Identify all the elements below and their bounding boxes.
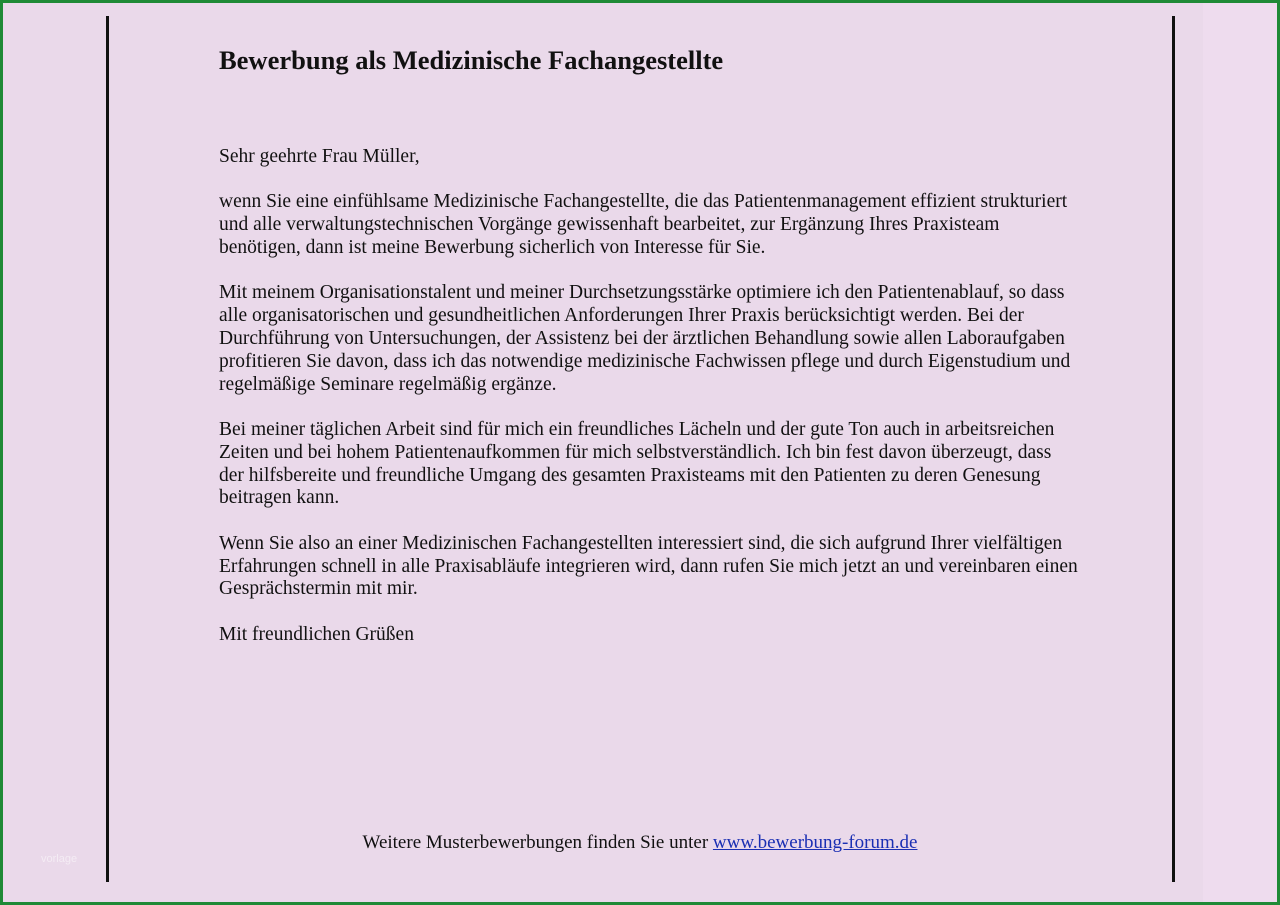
footer-text: Weitere Musterbewerbungen finden Sie unter [362, 832, 713, 853]
footer-link[interactable]: www.bewerbung-forum.de [712, 832, 918, 853]
watermark-logo: vorlage [41, 853, 78, 865]
letter-salutation: Sehr geehrte Frau Müller, [219, 146, 420, 167]
right-margin-strip [1203, 3, 1277, 902]
left-margin-rule [106, 16, 109, 882]
letter-body [219, 43, 1079, 647]
letter-closing: Mit freundlichen Grüßen [219, 623, 414, 645]
letter-title: Bewerbung als Medizinische Fachangestellte [219, 45, 724, 75]
letter-paragraph-2: Mit meinem Organisationstalent und meiner Durchsetzungsstärke optimiere ich den Patientenablauf, so dass alle organisatorischen und gesundheitlichen Anforderungen Ihrer Praxis berücksichtigt werden. Bei der Durchführung von Untersuchungen, der Assistenz bei der ärztlichen Behandlung sowie allen Laboraufgaben profitieren Sie davon, dass ich das notwendige medizinische Fachwissen pflege und durch Eigenstudium und regelmäßige Seminare regelmäßig ergänze. [219, 282, 1071, 395]
letter-paragraph-1: wenn Sie eine einfühlsame Medizinische Fachangestellte, die das Patientenmanagement effizient strukturiert und alle verwaltungstechnischen Vorgänge gewissenhaft bearbeitet, zur Ergänzung Ihres Praxisteam benötigen, dann ist meine Bewerbung sicherlich von Interesse für Sie. [219, 191, 1068, 258]
letter-paragraph-4: Wenn Sie also an einer Medizinischen Fachangestellten interessiert sind, die sich aufgrund Ihrer vielfältigen Erfahrungen schnell in alle Praxisabläufe integrieren wird, dann rufen Sie mich jetzt an und vereinbaren einen Gesprächstermin mit mir. [219, 532, 1078, 600]
footer-note [3, 831, 1277, 855]
right-margin-rule [1172, 16, 1175, 882]
letter-paragraph-3: Bei meiner täglichen Arbeit sind für mich ein freundliches Lächeln und der gute Ton auch in arbeitsreichen Zeiten und bei hohem Patientenaufkommen für mich selbstverständlich. Ich bin fest davon überzeugt, dass der hilfsbereite und freundliche Umgang des gesamten Praxisteams mit den Patienten zu deren Genesung beitragen kann. [219, 418, 1055, 509]
